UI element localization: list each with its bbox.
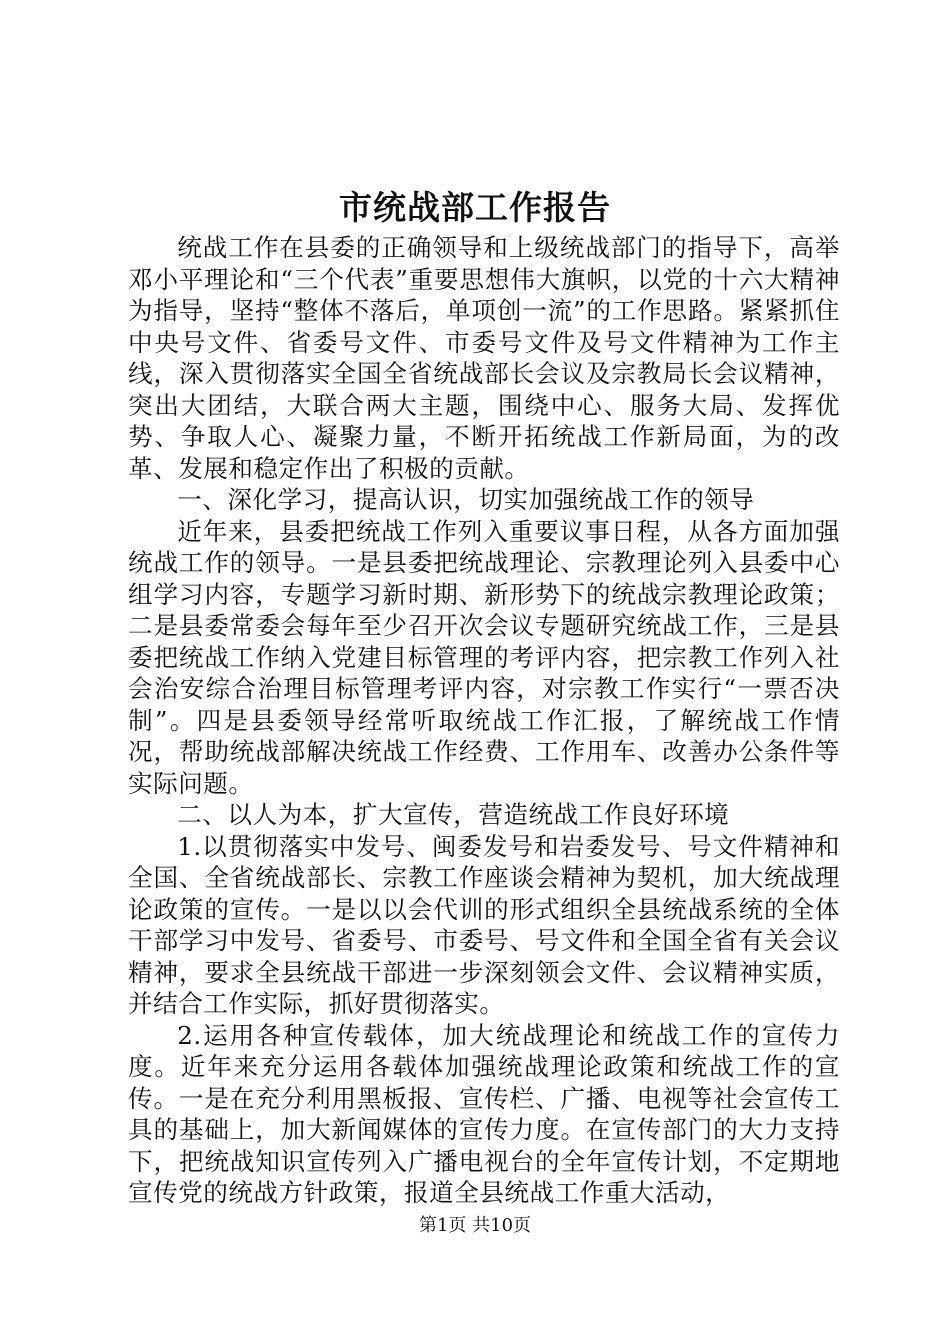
document-body (128, 232, 840, 1209)
intro-paragraph: 统战工作在县委的正确领导和上级统战部门的指导下，高举邓小平理论和“三个代表”重要思想伟大旗帜，以党的十六大精神为指导，坚持“整体不落后，单项创一流”的工作思路。紧紧抓住中央号文件、省委号文件、市委号文件及号文件精神为工作主线，深入贯彻落实全国全省统战部长会议及宗教局长会议精神，突出大团结，大联合两大主题，围绕中心、服务大局、发挥优势、争取人心、凝聚力量，不断开拓统战工作新局面，为的改革、发展和稳定作出了积极的贡献。 (128, 233, 840, 483)
section-heading-1: 一、深化学习，提高认识，切实加强统战工作的领导 (177, 485, 755, 514)
document-title: 市统战部工作报告 (339, 188, 611, 227)
section-1-paragraph: 近年来，县委把统战工作列入重要议事日程，从各方面加强统战工作的领导。一是县委把统战理论、宗教理论列入县委中心组学习内容，专题学习新时期、新形势下的统战宗教理论政策；二是县委常委会每年至少召开次会议专题研究统战工作，三是县委把统战工作纳入党建目标管理的考评内容，把宗教工作列入社会治安综合治理目标管理考评内容，对宗教工作实行“一票否决制”。四是县委领导经常听取统战工作汇报，了解统战工作情况，帮助统战部解决统战工作经费、工作用车、改善办公条件等实际问题。 (128, 516, 840, 798)
section-2-item-1: 1.以贯彻落实中发号、闽委发号和岩委发号、号文件精神和全国、全省统战部长、宗教工作座谈会精神为契机，加大统战理论政策的宣传。一是以以会代训的形式组织全县统战系统的全体干部学习中发号、省委号、市委号、号文件和全国全省有关会议精神，要求全县统战干部进一步深刻领会文件、会议精神实质，并结合工作实际，抓好贯彻落实。 (128, 831, 840, 1018)
section-heading-2: 二、以人为本，扩大宣传，营造统战工作良好环境 (177, 800, 730, 829)
section-2-item-2: 2.运用各种宣传载体，加大统战理论和统战工作的宣传力度。近年来充分运用各载体加强统战理论政策和统战工作的宣传。一是在充分利用黑板报、宣传栏、广播、电视等社会宣传工具的基础上，加大新闻媒体的宣传力度。在宣传部门的大力支持下，把统战知识宣传列入广播电视台的全年宣传计划，不定期地宣传党的统战方针政策，报道全县统战工作重大活动， (128, 1020, 840, 1207)
page-footer: 第1页 共10页 (418, 1215, 532, 1236)
